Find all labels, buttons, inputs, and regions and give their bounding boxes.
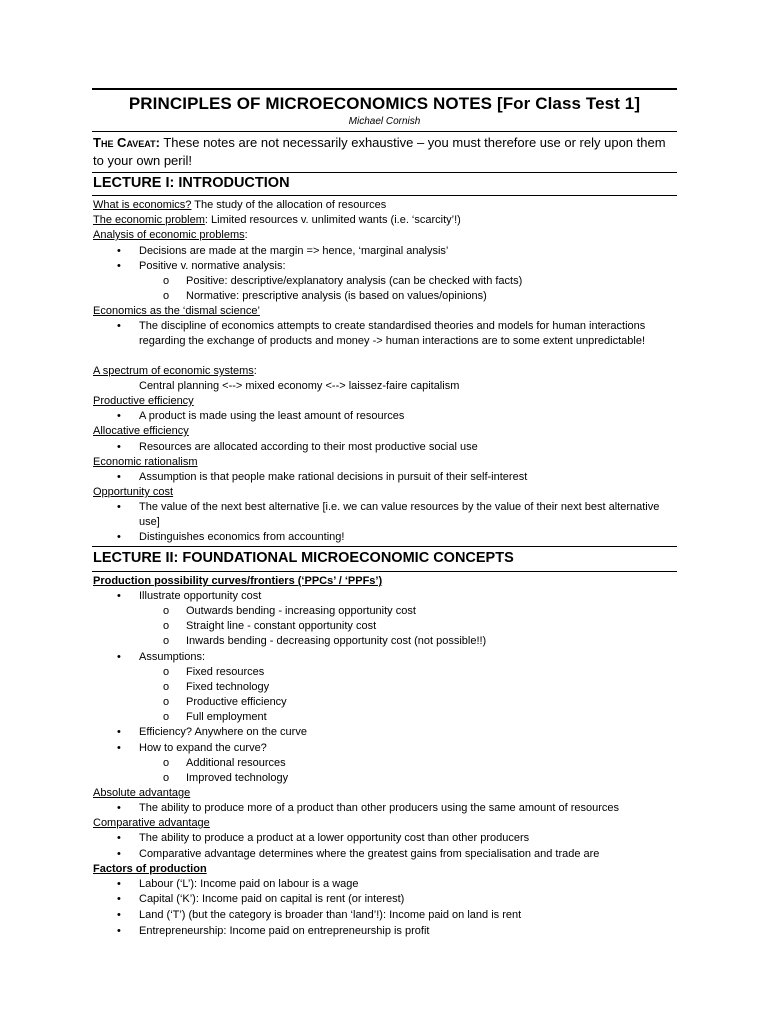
caveat-paragraph — [93, 134, 675, 170]
lecture-1-heading: LECTURE I: INTRODUCTION — [93, 175, 290, 191]
list-item: The discipline of economics attempts to create standardised theories and models for human interactions regarding the exchange of products and money -> human interactions are to some extent unpredictable! — [139, 320, 646, 347]
what-label: What is economics? — [93, 199, 192, 211]
list-item: Full employment — [186, 711, 267, 723]
list-item: Normative: prescriptive analysis (is based on values/opinions) — [186, 290, 487, 302]
bullet-icon: • — [117, 471, 121, 483]
list-item: Positive v. normative analysis: — [139, 260, 286, 272]
sub-bullet-icon: o — [163, 620, 170, 632]
list-item: Fixed technology — [186, 681, 270, 693]
analysis-heading — [93, 228, 248, 243]
productive-efficiency-heading: Productive efficiency — [93, 395, 194, 407]
factors-of-production-heading: Factors of production — [93, 863, 207, 875]
economic-rationalism-heading: Economic rationalism — [93, 456, 198, 468]
bullet-icon: • — [117, 848, 121, 860]
list-item: Assumptions: — [139, 651, 206, 663]
list-item: The ability to produce more of a product than other producers using the same amount of resources — [139, 802, 619, 814]
list-item: Improved technology — [186, 772, 289, 784]
list-item: Comparative advantage determines where the greatest gains from specialisation and trade are — [139, 848, 600, 860]
bullet-icon: • — [117, 832, 121, 844]
sub-bullet-icon: o — [163, 635, 170, 647]
bullet-icon: • — [117, 726, 121, 738]
opportunity-cost-heading: Opportunity cost — [93, 486, 174, 498]
list-item: Entrepreneurship: Income paid on entrepreneurship is profit — [139, 925, 430, 937]
sub-bullet-icon: o — [163, 711, 170, 723]
bullet-icon: • — [117, 909, 121, 921]
what-text: The study of the allocation of resources — [191, 199, 387, 211]
bullet-icon: • — [117, 742, 121, 754]
allocative-efficiency-heading: Allocative efficiency — [93, 425, 189, 437]
analysis-label: Analysis of economic problems — [93, 229, 245, 241]
sub-bullet-icon: o — [163, 666, 170, 678]
list-item: Outwards bending - increasing opportunity cost — [186, 605, 416, 617]
spectrum-text: Central planning <--> mixed economy <--> laissez-faire capitalism — [139, 380, 460, 392]
caveat-label: The Caveat: — [93, 135, 160, 150]
bullet-icon: • — [117, 410, 121, 422]
sub-bullet-icon: o — [163, 696, 170, 708]
bullet-icon: • — [117, 925, 121, 937]
bullet-icon: • — [117, 651, 121, 663]
sub-bullet-icon: o — [163, 605, 170, 617]
list-item: Straight line - constant opportunity cost — [186, 620, 377, 632]
list-item: Illustrate opportunity cost — [139, 590, 262, 602]
list-item: Resources are allocated according to their most productive social use — [139, 441, 478, 453]
title-rule — [92, 131, 677, 132]
problem-text: : Limited resources v. unlimited wants (i.e. ‘scarcity’!) — [204, 214, 461, 226]
page-title: PRINCIPLES OF MICROECONOMICS NOTES [For Class Test 1] — [128, 94, 641, 113]
list-item: Inwards bending - decreasing opportunity cost (not possible!!) — [186, 635, 487, 647]
list-item: How to expand the curve? — [139, 742, 267, 754]
list-item: A product is made using the least amount of resources — [139, 410, 405, 422]
bullet-icon: • — [117, 441, 121, 453]
analysis-colon: : — [244, 229, 248, 241]
top-rule — [92, 88, 677, 90]
bullet-icon: • — [117, 590, 121, 602]
lecture-2-rule — [92, 571, 677, 572]
bullet-icon: • — [117, 260, 121, 272]
list-item: Distinguishes economics from accounting! — [139, 531, 345, 543]
bullet-icon: • — [117, 878, 121, 890]
sub-bullet-icon: o — [163, 290, 170, 302]
list-item: Efficiency? Anywhere on the curve — [139, 726, 307, 738]
lecture-2-heading: LECTURE II: FOUNDATIONAL MICROECONOMIC CONCEPTS — [93, 550, 514, 566]
what-is-economics-line — [93, 198, 386, 213]
list-item: Capital (‘K’): Income paid on capital is rent (or interest) — [139, 893, 405, 905]
lecture-1-rule — [92, 195, 677, 196]
economic-problem-line — [93, 213, 461, 228]
caveat-rule — [92, 172, 677, 173]
bullet-icon: • — [117, 320, 121, 332]
spectrum-colon: : — [253, 365, 257, 377]
dismal-science-heading: Economics as the ‘dismal science’ — [93, 305, 260, 317]
sub-bullet-icon: o — [163, 757, 170, 769]
list-item: Assumption is that people make rational decisions in pursuit of their self-interest — [139, 471, 528, 483]
list-item: Additional resources — [186, 757, 286, 769]
bullet-icon: • — [117, 893, 121, 905]
comparative-advantage-heading: Comparative advantage — [93, 817, 210, 829]
list-item: The value of the next best alternative [i.e. we can value resources by the value of their next best alternative use] — [139, 501, 660, 528]
list-item: Fixed resources — [186, 666, 265, 678]
list-item: The ability to produce a product at a lower opportunity cost than other producers — [139, 832, 530, 844]
bullet-icon: • — [117, 501, 121, 513]
bullet-icon: • — [117, 531, 121, 543]
sub-bullet-icon: o — [163, 772, 170, 784]
list-item: Decisions are made at the margin => hence, ‘marginal analysis’ — [139, 245, 449, 257]
spectrum-label: A spectrum of economic systems — [93, 365, 254, 377]
bullet-icon: • — [117, 802, 121, 814]
list-item: Productive efficiency — [186, 696, 287, 708]
list-item: Labour (‘L’): Income paid on labour is a wage — [139, 878, 359, 890]
spectrum-heading — [93, 364, 257, 379]
sub-bullet-icon: o — [163, 681, 170, 693]
sub-bullet-icon: o — [163, 275, 170, 287]
caveat-text: These notes are not necessarily exhaustive – you must therefore use or rely upon them to your own peril! — [93, 135, 666, 168]
problem-label: The economic problem — [93, 214, 205, 226]
author: Michael Cornish — [348, 116, 421, 127]
absolute-advantage-heading: Absolute advantage — [93, 787, 191, 799]
bullet-icon: • — [117, 245, 121, 257]
list-item: Positive: descriptive/explanatory analysis (can be checked with facts) — [186, 275, 523, 287]
ppc-heading: Production possibility curves/frontiers (‘PPCs’ / ‘PPFs’) — [93, 575, 383, 587]
list-item: Land (‘T’) (but the category is broader than ‘land’!): Income paid on land is rent — [139, 909, 522, 921]
lecture-2-top-rule — [92, 546, 677, 547]
